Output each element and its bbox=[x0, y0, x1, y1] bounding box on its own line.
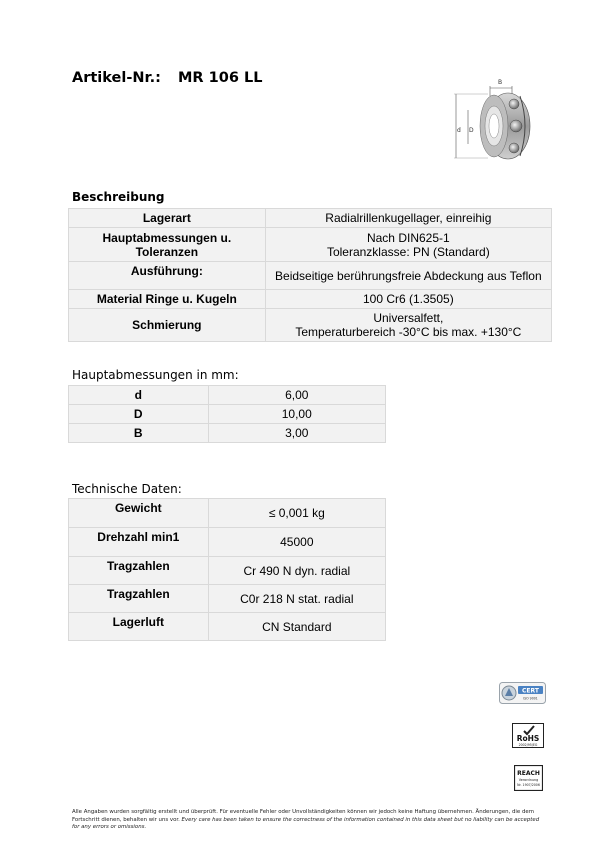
description-value: Radialrillenkugellager, einreihig bbox=[265, 209, 551, 228]
reach-badge bbox=[514, 765, 543, 791]
dimension-key: d bbox=[69, 386, 209, 405]
technical-key: Lagerluft bbox=[69, 613, 209, 641]
technical-table bbox=[68, 498, 386, 641]
reach-label: REACH bbox=[517, 770, 540, 777]
description-value bbox=[265, 228, 551, 262]
disclaimer-english: Every care has been taken to ensure the correctness of the information contained in this data sheet but no liability can be accepted for any errors or omissions. bbox=[72, 816, 540, 831]
description-key: Ausführung: bbox=[69, 262, 266, 290]
reach-sub-label-2: Nr. 1907/2006 bbox=[517, 783, 540, 787]
description-key: Material Ringe u. Kugeln bbox=[69, 290, 266, 309]
technical-value: C0r 218 N stat. radial bbox=[208, 585, 385, 613]
dim-d-large-label: D bbox=[469, 127, 474, 134]
technical-key: Tragzahlen bbox=[69, 585, 209, 613]
dimension-value: 3,00 bbox=[208, 424, 385, 443]
technical-key: Gewicht bbox=[69, 499, 209, 528]
description-heading: Beschreibung bbox=[72, 190, 165, 204]
dimensions-heading: Hauptabmessungen in mm: bbox=[72, 368, 239, 382]
table-row bbox=[69, 424, 386, 443]
table-row bbox=[69, 405, 386, 424]
description-key: Hauptabmessungen u. Toleranzen bbox=[69, 228, 266, 262]
technical-value: CN Standard bbox=[208, 613, 385, 641]
dim-d-small-label: d bbox=[457, 127, 461, 134]
cert-sub-label: ISO 9001 bbox=[523, 696, 538, 701]
bearing-drawing bbox=[448, 74, 548, 164]
dim-b-label: B bbox=[498, 79, 503, 86]
dimension-key: D bbox=[69, 405, 209, 424]
description-value: Beidseitige berührungsfreie Abdeckung aus Teflon bbox=[265, 262, 551, 290]
technical-value: ≤ 0,001 kg bbox=[208, 499, 385, 528]
article-number: MR 106 LL bbox=[178, 70, 263, 86]
table-row bbox=[69, 209, 552, 228]
description-value-line: Nach DIN625-1 bbox=[366, 230, 450, 245]
rohs-label: RoHS bbox=[516, 734, 540, 743]
description-value: 100 Cr6 (1.3505) bbox=[265, 290, 551, 309]
description-value bbox=[265, 309, 551, 342]
article-header bbox=[72, 70, 263, 86]
cert-badge bbox=[499, 682, 546, 704]
description-table bbox=[68, 208, 552, 342]
table-row bbox=[69, 499, 386, 528]
technical-key: Tragzahlen bbox=[69, 557, 209, 585]
rohs-sub-label: 2002/95/EG bbox=[518, 743, 538, 747]
description-value-line: Toleranzklasse: PN (Standard) bbox=[326, 244, 490, 259]
table-row bbox=[69, 386, 386, 405]
article-label: Artikel-Nr.: bbox=[72, 70, 161, 86]
table-row bbox=[69, 228, 552, 262]
technical-value: Cr 490 N dyn. radial bbox=[208, 557, 385, 585]
dimension-value: 6,00 bbox=[208, 386, 385, 405]
table-row bbox=[69, 528, 386, 557]
cert-label: CERT bbox=[522, 687, 539, 695]
dimensions-table bbox=[68, 385, 386, 443]
technical-value: 45000 bbox=[208, 528, 385, 557]
table-row bbox=[69, 557, 386, 585]
table-row bbox=[69, 262, 552, 290]
description-value-line: Temperaturbereich -30°C bis max. +130°C bbox=[295, 325, 522, 339]
table-row bbox=[69, 613, 386, 641]
dimension-key: B bbox=[69, 424, 209, 443]
table-row bbox=[69, 585, 386, 613]
technical-key: Drehzahl min1 bbox=[69, 528, 209, 557]
disclaimer-german: Alle Angaben wurden sorgfältig erstellt und überprüft. Für eventuelle Fehler oder Unvollständigkeiten können wir jedoch keine Haftung übernehmen. Änderungen, die dem Fortschritt dienen, behalten wir uns vor. bbox=[72, 809, 534, 823]
description-value-line: Universalfett, bbox=[373, 311, 444, 325]
dimension-value: 10,00 bbox=[208, 405, 385, 424]
disclaimer bbox=[72, 809, 542, 832]
description-key: Schmierung bbox=[69, 309, 266, 342]
description-key: Lagerart bbox=[69, 209, 266, 228]
table-row bbox=[69, 309, 552, 342]
reach-sub-label-1: Verordnung bbox=[518, 778, 539, 782]
rohs-badge bbox=[512, 723, 544, 748]
table-row bbox=[69, 290, 552, 309]
technical-heading: Technische Daten: bbox=[72, 482, 182, 496]
